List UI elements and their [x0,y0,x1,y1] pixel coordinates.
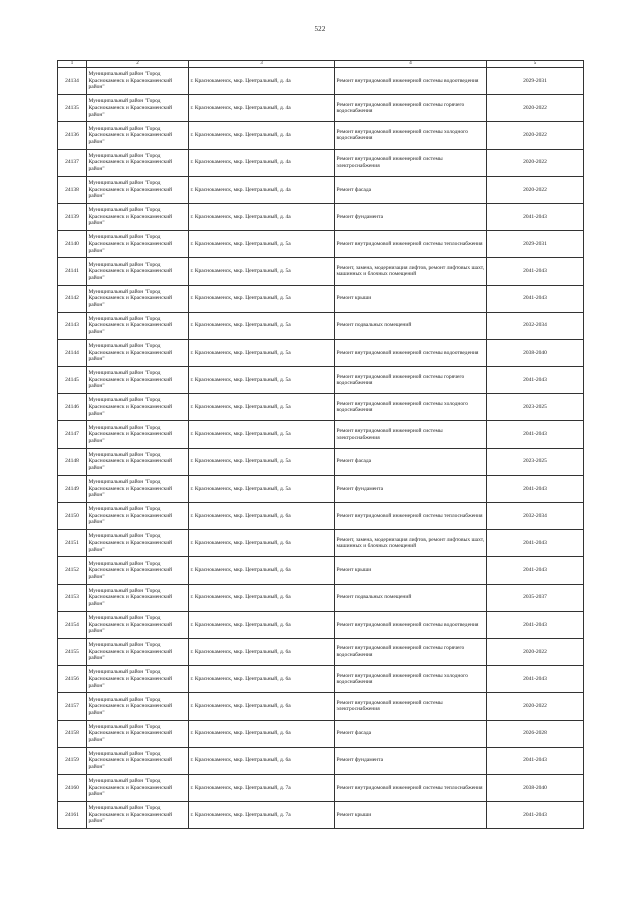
address-cell: г. Краснокаменск, мкр. Центральный, д. 6а [189,693,335,720]
work-type-cell: Ремонт внутридомовой инженерной системы теплоснабжения [335,503,487,530]
period-cell: 2020-2022 [487,176,584,203]
address-cell: г. Краснокаменск, мкр. Центральный, д. 6а [189,584,335,611]
period-cell: 2041-2043 [487,285,584,312]
row-number-cell: 24136 [58,122,87,149]
municipality-cell: Муниципальный район "Город Краснокаменск и Краснокаменский район" [87,774,189,801]
address-cell: г. Краснокаменск, мкр. Центральный, д. 5а [189,285,335,312]
row-number-cell: 24142 [58,285,87,312]
municipality-cell: Муниципальный район "Город Краснокаменск и Краснокаменский район" [87,258,189,285]
municipality-cell: Муниципальный район "Город Краснокаменск и Краснокаменский район" [87,720,189,747]
address-cell: г. Краснокаменск, мкр. Центральный, д. 5а [189,394,335,421]
address-cell: г. Краснокаменск, мкр. Центральный, д. 6а [189,611,335,638]
work-type-cell: Ремонт фундамента [335,475,487,502]
column-header-2: 2 [87,61,189,68]
row-number-cell: 24148 [58,448,87,475]
municipality-cell: Муниципальный район "Город Краснокаменск и Краснокаменский район" [87,693,189,720]
municipality-cell: Муниципальный район "Город Краснокаменск и Краснокаменский район" [87,611,189,638]
table-row [58,693,584,720]
row-number-cell: 24139 [58,203,87,230]
row-number-cell: 24158 [58,720,87,747]
column-header-1: 1 [58,61,87,68]
municipality-cell: Муниципальный район "Город Краснокаменск и Краснокаменский район" [87,638,189,665]
row-number-cell: 24161 [58,802,87,829]
work-type-cell: Ремонт внутридомовой инженерной системы холодного водоснабжения [335,394,487,421]
work-type-cell: Ремонт крыши [335,802,487,829]
address-cell: г. Краснокаменск, мкр. Центральный, д. 5а [189,258,335,285]
table-row [58,339,584,366]
work-type-cell: Ремонт, замена, модернизация лифтов, ремонт лифтовых шахт, машинных и блочных помещений [335,530,487,557]
period-cell: 2041-2043 [487,802,584,829]
period-cell: 2041-2043 [487,611,584,638]
address-cell: г. Краснокаменск, мкр. Центральный, д. 7а [189,774,335,801]
period-cell: 2032-2034 [487,312,584,339]
period-cell: 2020-2022 [487,149,584,176]
period-cell: 2023-2025 [487,394,584,421]
municipality-cell: Муниципальный район "Город Краснокаменск и Краснокаменский район" [87,666,189,693]
period-cell: 2041-2043 [487,475,584,502]
period-cell: 2041-2043 [487,421,584,448]
table-row [58,149,584,176]
work-type-cell: Ремонт внутридомовой инженерной системы горячего водоснабжения [335,95,487,122]
address-cell: г. Краснокаменск, мкр. Центральный, д. 6а [189,720,335,747]
header-row [58,61,584,68]
row-number-cell: 24143 [58,312,87,339]
row-number-cell: 24157 [58,693,87,720]
address-cell: г. Краснокаменск, мкр. Центральный, д. 6а [189,638,335,665]
address-cell: г. Краснокаменск, мкр. Центральный, д. 5а [189,448,335,475]
period-cell: 2020-2022 [487,122,584,149]
table-row [58,122,584,149]
municipality-cell: Муниципальный район "Город Краснокаменск и Краснокаменский район" [87,747,189,774]
work-type-cell: Ремонт подвальных помещений [335,312,487,339]
municipality-cell: Муниципальный район "Город Краснокаменск и Краснокаменский район" [87,584,189,611]
table-row [58,203,584,230]
address-cell: г. Краснокаменск, мкр. Центральный, д. 5а [189,339,335,366]
municipality-cell: Муниципальный район "Город Краснокаменск и Краснокаменский район" [87,802,189,829]
municipality-cell: Муниципальный район "Город Краснокаменск и Краснокаменский район" [87,122,189,149]
work-type-cell: Ремонт внутридомовой инженерной системы электроснабжения [335,693,487,720]
period-cell: 2041-2043 [487,666,584,693]
table-row [58,666,584,693]
period-cell: 2029-2031 [487,231,584,258]
row-number-cell: 24141 [58,258,87,285]
municipality-cell: Муниципальный район "Город Краснокаменск и Краснокаменский район" [87,95,189,122]
period-cell: 2038-2040 [487,774,584,801]
work-type-cell: Ремонт фундамента [335,203,487,230]
municipality-cell: Муниципальный район "Город Краснокаменск и Краснокаменский район" [87,339,189,366]
table-row [58,530,584,557]
work-type-cell: Ремонт внутридомовой инженерной системы водоотведения [335,611,487,638]
table-row [58,95,584,122]
address-cell: г. Краснокаменск, мкр. Центральный, д. 5а [189,475,335,502]
work-type-cell: Ремонт внутридомовой инженерной системы электроснабжения [335,421,487,448]
work-type-cell: Ремонт внутридомовой инженерной системы теплоснабжения [335,231,487,258]
row-number-cell: 24145 [58,367,87,394]
table-row [58,611,584,638]
municipality-cell: Муниципальный район "Город Краснокаменск и Краснокаменский район" [87,475,189,502]
table-row [58,584,584,611]
table-row [58,475,584,502]
column-header-3: 3 [189,61,335,68]
table-row [58,394,584,421]
municipality-cell: Муниципальный район "Город Краснокаменск и Краснокаменский район" [87,530,189,557]
period-cell: 2041-2043 [487,747,584,774]
table-header [58,61,584,68]
municipality-cell: Муниципальный район "Город Краснокаменск и Краснокаменский район" [87,176,189,203]
address-cell: г. Краснокаменск, мкр. Центральный, д. 6а [189,503,335,530]
table-row [58,258,584,285]
period-cell: 2026-2028 [487,720,584,747]
work-type-cell: Ремонт подвальных помещений [335,584,487,611]
address-cell: г. Краснокаменск, мкр. Центральный, д. 4а [189,68,335,95]
period-cell: 2020-2022 [487,638,584,665]
work-type-cell: Ремонт внутридомовой инженерной системы горячего водоснабжения [335,367,487,394]
period-cell: 2029-2031 [487,68,584,95]
row-number-cell: 24135 [58,95,87,122]
table-row [58,720,584,747]
row-number-cell: 24146 [58,394,87,421]
table-row [58,68,584,95]
municipality-cell: Муниципальный район "Город Краснокаменск и Краснокаменский район" [87,421,189,448]
row-number-cell: 24140 [58,231,87,258]
table-row [58,802,584,829]
row-number-cell: 24152 [58,557,87,584]
table-row [58,312,584,339]
period-cell: 2041-2043 [487,557,584,584]
work-type-cell: Ремонт фундамента [335,747,487,774]
municipality-cell: Муниципальный район "Город Краснокаменск и Краснокаменский район" [87,448,189,475]
period-cell: 2038-2040 [487,339,584,366]
municipality-cell: Муниципальный район "Город Краснокаменск и Краснокаменский район" [87,149,189,176]
work-type-cell: Ремонт внутридомовой инженерной системы водоотведения [335,339,487,366]
address-cell: г. Краснокаменск, мкр. Центральный, д. 4а [189,95,335,122]
period-cell: 2023-2025 [487,448,584,475]
municipality-cell: Муниципальный район "Город Краснокаменск и Краснокаменский район" [87,503,189,530]
row-number-cell: 24137 [58,149,87,176]
table-body [58,68,584,829]
row-number-cell: 24154 [58,611,87,638]
address-cell: г. Краснокаменск, мкр. Центральный, д. 6а [189,530,335,557]
row-number-cell: 24155 [58,638,87,665]
period-cell: 2032-2034 [487,503,584,530]
address-cell: г. Краснокаменск, мкр. Центральный, д. 5а [189,312,335,339]
period-cell: 2041-2043 [487,203,584,230]
row-number-cell: 24150 [58,503,87,530]
address-cell: г. Краснокаменск, мкр. Центральный, д. 6а [189,666,335,693]
table-row [58,503,584,530]
period-cell: 2020-2022 [487,693,584,720]
row-number-cell: 24153 [58,584,87,611]
table-row [58,176,584,203]
capital-repair-table [57,60,584,829]
row-number-cell: 24149 [58,475,87,502]
work-type-cell: Ремонт внутридомовой инженерной системы горячего водоснабжения [335,638,487,665]
work-type-cell: Ремонт крыши [335,557,487,584]
address-cell: г. Краснокаменск, мкр. Центральный, д. 4а [189,176,335,203]
table-row [58,367,584,394]
column-header-5: 5 [487,61,584,68]
period-cell: 2041-2043 [487,530,584,557]
row-number-cell: 24156 [58,666,87,693]
row-number-cell: 24159 [58,747,87,774]
period-cell: 2041-2043 [487,258,584,285]
column-header-4: 4 [335,61,487,68]
table-row [58,774,584,801]
municipality-cell: Муниципальный район "Город Краснокаменск и Краснокаменский район" [87,68,189,95]
work-type-cell: Ремонт крыши [335,285,487,312]
work-type-cell: Ремонт внутридомовой инженерной системы теплоснабжения [335,774,487,801]
work-type-cell: Ремонт фасада [335,720,487,747]
municipality-cell: Муниципальный район "Город Краснокаменск и Краснокаменский район" [87,394,189,421]
period-cell: 2041-2043 [487,367,584,394]
work-type-cell: Ремонт фасада [335,176,487,203]
row-number-cell: 24138 [58,176,87,203]
address-cell: г. Краснокаменск, мкр. Центральный, д. 6а [189,557,335,584]
row-number-cell: 24134 [58,68,87,95]
row-number-cell: 24144 [58,339,87,366]
municipality-cell: Муниципальный район "Город Краснокаменск и Краснокаменский район" [87,312,189,339]
work-type-cell: Ремонт фасада [335,448,487,475]
work-type-cell: Ремонт внутридомовой инженерной системы водоотведения [335,68,487,95]
municipality-cell: Муниципальный район "Город Краснокаменск и Краснокаменский район" [87,367,189,394]
address-cell: г. Краснокаменск, мкр. Центральный, д. 4а [189,203,335,230]
municipality-cell: Муниципальный район "Город Краснокаменск и Краснокаменский район" [87,285,189,312]
address-cell: г. Краснокаменск, мкр. Центральный, д. 6а [189,747,335,774]
address-cell: г. Краснокаменск, мкр. Центральный, д. 5а [189,421,335,448]
table-row [58,421,584,448]
work-type-cell: Ремонт внутридомовой инженерной системы холодного водоснабжения [335,122,487,149]
address-cell: г. Краснокаменск, мкр. Центральный, д. 4а [189,122,335,149]
address-cell: г. Краснокаменск, мкр. Центральный, д. 5а [189,231,335,258]
address-cell: г. Краснокаменск, мкр. Центральный, д. 5а [189,367,335,394]
table-row [58,747,584,774]
address-cell: г. Краснокаменск, мкр. Центральный, д. 4а [189,149,335,176]
table-row [58,285,584,312]
municipality-cell: Муниципальный район "Город Краснокаменск и Краснокаменский район" [87,203,189,230]
work-type-cell: Ремонт, замена, модернизация лифтов, ремонт лифтовых шахт, машинных и блочных помещений [335,258,487,285]
table-row [58,638,584,665]
municipality-cell: Муниципальный район "Город Краснокаменск и Краснокаменский район" [87,557,189,584]
table-row [58,448,584,475]
work-type-cell: Ремонт внутридомовой инженерной системы холодного водоснабжения [335,666,487,693]
address-cell: г. Краснокаменск, мкр. Центральный, д. 7а [189,802,335,829]
page-number: 522 [314,25,326,33]
row-number-cell: 24151 [58,530,87,557]
period-cell: 2035-2037 [487,584,584,611]
row-number-cell: 24160 [58,774,87,801]
municipality-cell: Муниципальный район "Город Краснокаменск и Краснокаменский район" [87,231,189,258]
table-row [58,557,584,584]
period-cell: 2020-2022 [487,95,584,122]
table-row [58,231,584,258]
work-type-cell: Ремонт внутридомовой инженерной системы электроснабжения [335,149,487,176]
row-number-cell: 24147 [58,421,87,448]
